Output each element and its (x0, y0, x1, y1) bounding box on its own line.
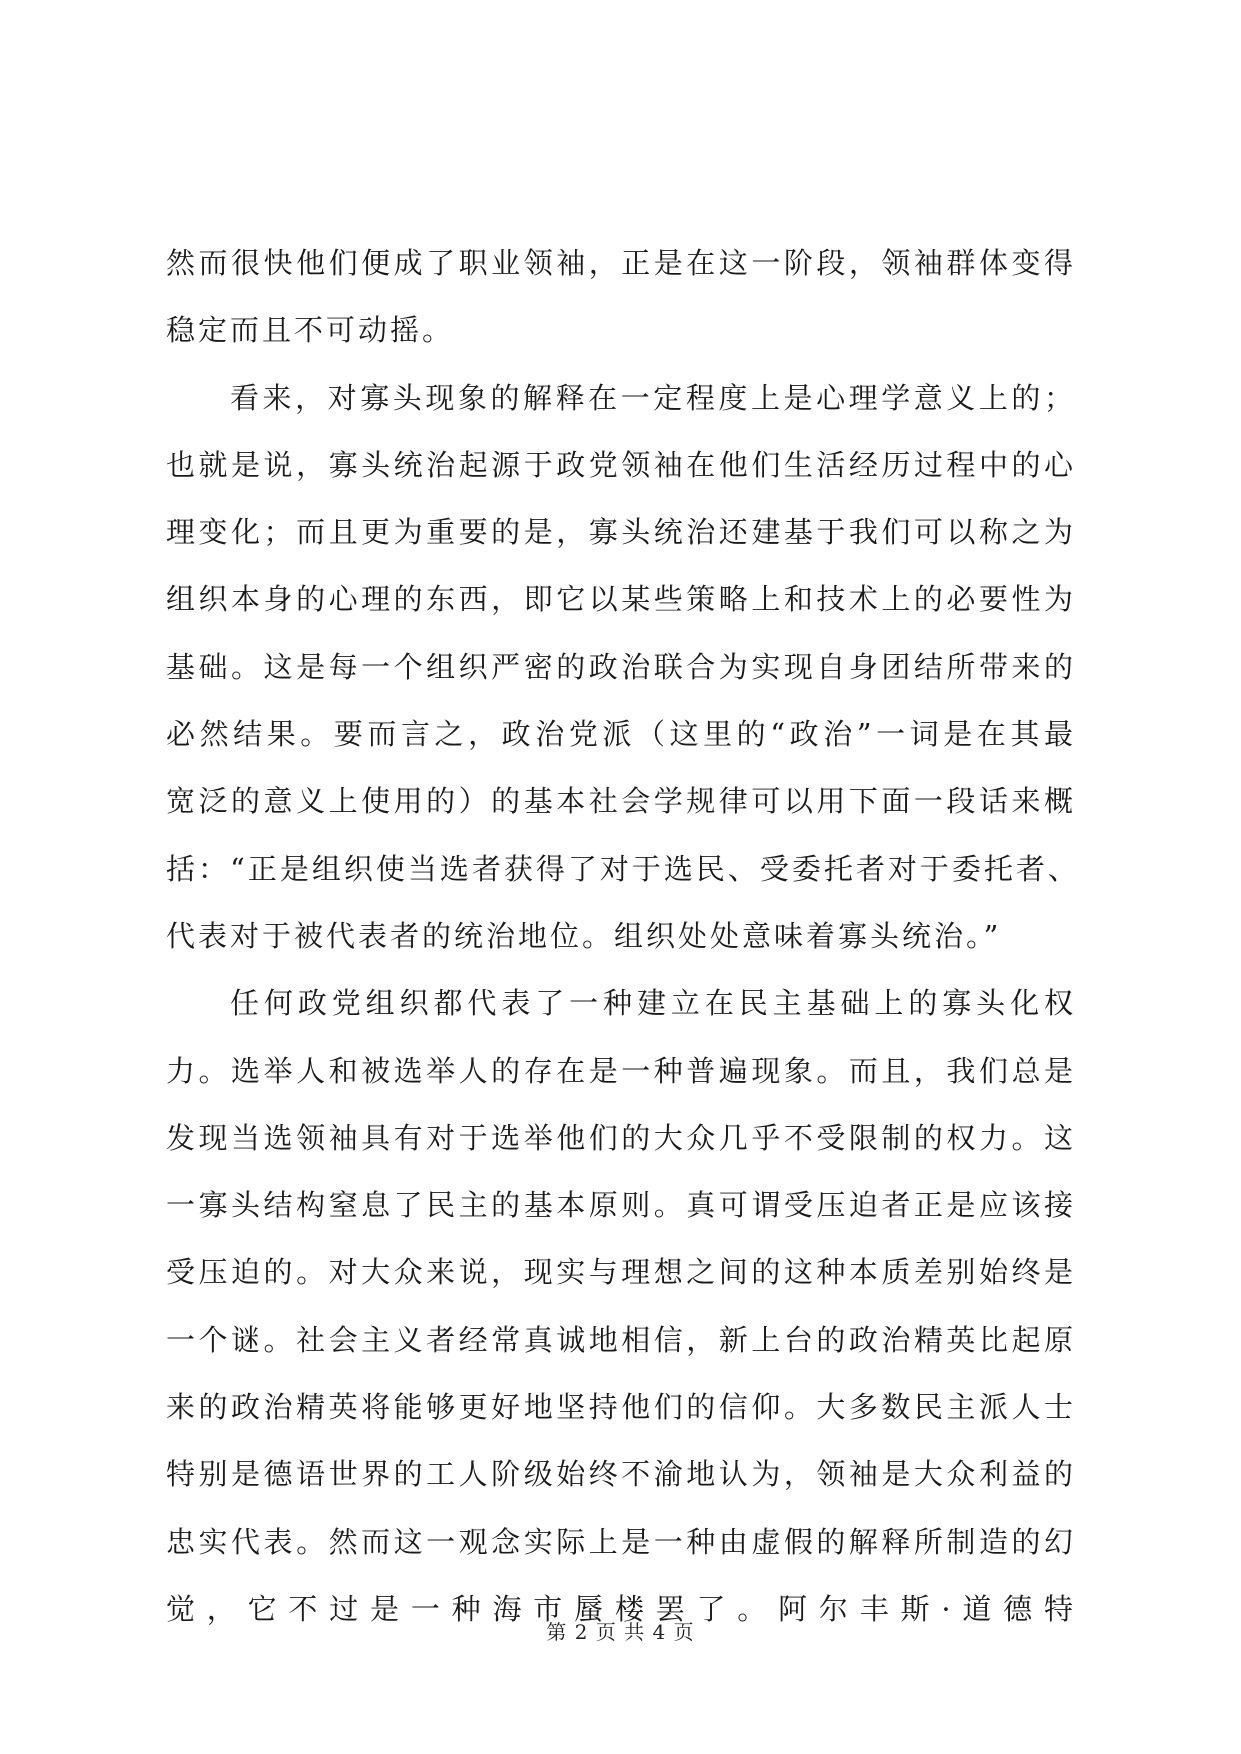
text-line: 受压迫的。对大众来说，现实与理想之间的这种本质差别始终是 (166, 1255, 1076, 1290)
text-line: 力。选举人和被选举人的存在是一种普遍现象。而且，我们总是 (166, 1053, 1076, 1088)
text-line: 组织本身的心理的东西，即它以某些策略上和技术上的必要性为 (166, 582, 1076, 617)
text-line: 任何政党组织都代表了一种建立在民主基础上的寡头化权 (230, 986, 1076, 1021)
text-line: 一寡头结构窒息了民主的基本原则。真可谓受压迫者正是应该接 (166, 1188, 1076, 1223)
text-line: 基础。这是每一个组织严密的政治联合为实现自身团结所带来的 (166, 649, 1076, 684)
text-line: 发现当选领袖具有对于选举他们的大众几乎不受限制的权力。这 (166, 1120, 1076, 1155)
text-line: 宽泛的意义上使用的）的基本社会学规律可以用下面一段话来概 (166, 784, 1076, 819)
text-line: 代表对于被代表者的统治地位。组织处处意味着寡头统治。” (166, 918, 1002, 953)
text-line: 一个谜。社会主义者经常真诚地相信，新上台的政治精英比起原 (166, 1322, 1076, 1357)
page-footer (0, 1616, 1241, 1645)
text-line: 觉，它不过是一种海市蜃楼罢了。阿尔丰斯·道德特 (166, 1591, 1076, 1626)
text-line: 特别是德语世界的工人阶级始终不渝地认为，领袖是大众利益的 (166, 1457, 1076, 1492)
text-line: 必然结果。要而言之，政治党派（这里的“政治”一词是在其最 (166, 717, 1076, 752)
text-line: 稳定而且不可动摇。 (166, 313, 455, 348)
text-line: 然而很快他们便成了职业领袖，正是在这一阶段，领袖群体变得 (166, 246, 1076, 280)
text-line: 看来，对寡头现象的解释在一定程度上是心理学意义上的； (230, 380, 1076, 415)
page-number-label: 第 2 页 共 4 页 (546, 1620, 695, 1644)
text-line: 括：“正是组织使当选者获得了对于选民、受委托者对于委托者、 (166, 851, 1080, 886)
text-line: 来的政治精英将能够更好地坚持他们的信仰。大多数民主派人士 (166, 1390, 1076, 1425)
text-line: 忠实代表。然而这一观念实际上是一种由虚假的解释所制造的幻 (166, 1524, 1076, 1559)
body-text (166, 230, 1080, 1643)
text-line: 理变化；而且更为重要的是，寡头统治还建基于我们可以称之为 (166, 515, 1076, 550)
text-line: 也就是说，寡头统治起源于政党领袖在他们生活经历过程中的心 (166, 447, 1076, 482)
